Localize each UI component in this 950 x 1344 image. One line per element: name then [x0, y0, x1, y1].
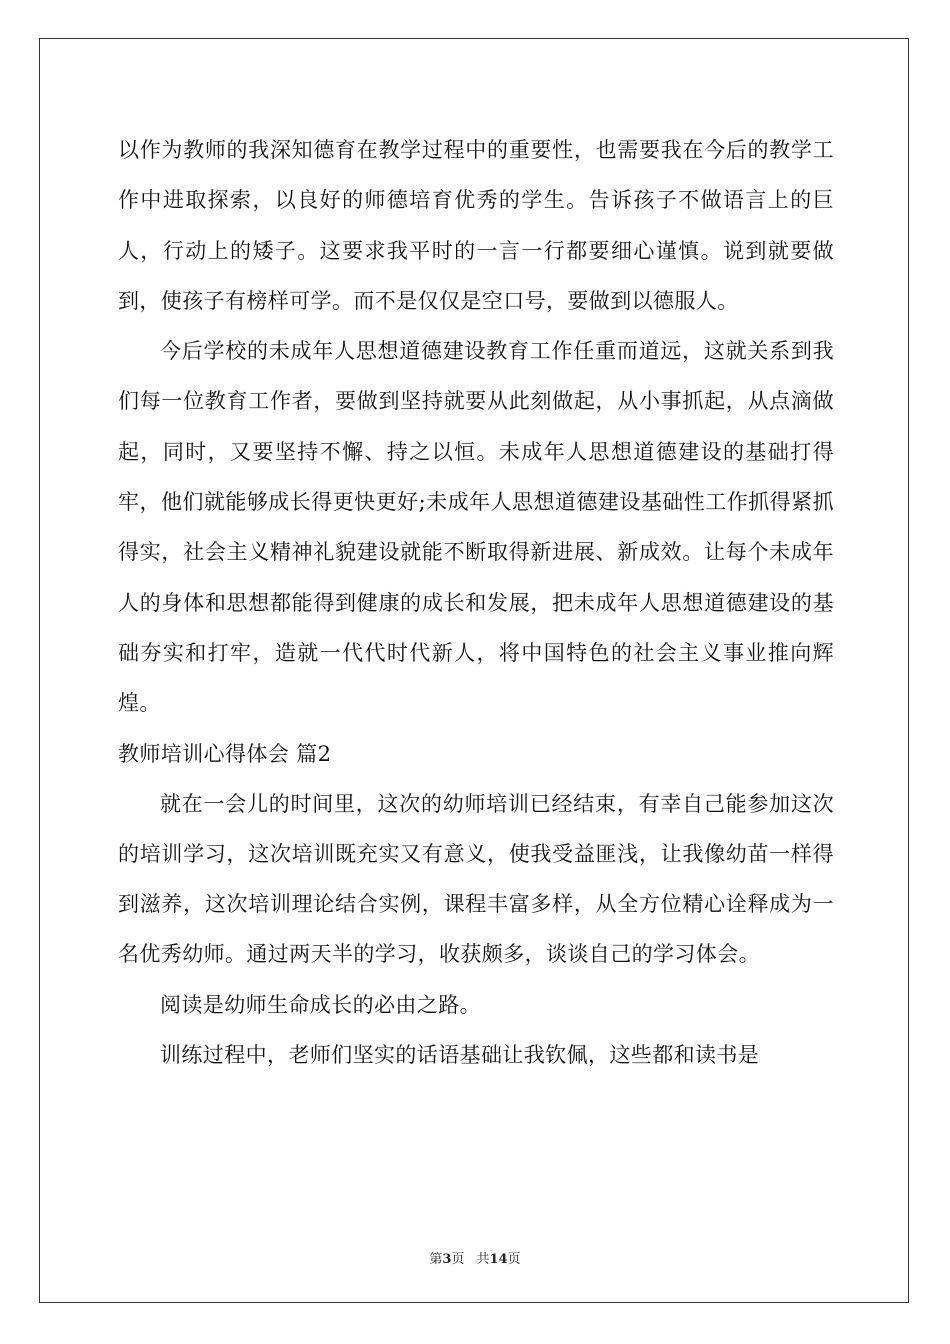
paragraph-3: 就在一会儿的时间里，这次的幼师培训已经结束，有幸自己能参加这次的培训学习，这次培训既充实又有意义，使我受益匪浅，让我像幼苗一样得到滋养，这次培训理论结合实例，课程丰富多样，从全方位精心诠释成为一名优秀幼师。通过两天半的学习，收获颇多，谈谈自己的学习体会。: [118, 791, 834, 967]
total-suffix: 页: [507, 1252, 521, 1267]
page-prefix: 第: [429, 1252, 443, 1267]
document-body: [118, 125, 834, 1080]
paragraph-2: 今后学校的未成年人思想道德建设教育工作任重而道远，这就关系到我们每一位教育工作者，要做到坚持就要从此刻做起，从小事抓起，从点滴做起，同时，又要坚持不懈、持之以恒。未成年人思想道德建设的基础打得牢，他们就能够成长得更快更好;未成年人思想道德建设基础性工作抓得紧抓得实，社会主义精神礼貌建设就能不断取得新进展、新成效。让每个未成年人的身体和思想都能得到健康的成长和发展，把未成年人思想道德建设的基础夯实和打牢，造就一代代时代新人，将中国特色的社会主义事业推向辉煌。: [118, 339, 834, 716]
page-number: 3: [442, 1252, 452, 1267]
paragraph-4: 阅读是幼师生命成长的必由之路。: [160, 992, 481, 1017]
page-footer: [0, 1248, 950, 1267]
paragraph-5: 训练过程中，老师们坚实的话语基础让我钦佩，这些都和读书是: [160, 1043, 760, 1068]
page-suffix: 页: [451, 1252, 465, 1267]
paragraph-1: 以作为教师的我深知德育在教学过程中的重要性，也需要我在今后的教学工作中进取探索，以良好的师德培育优秀的学生。告诉孩子不做语言上的巨人，行动上的矮子。这要求我平时的一言一行都要细心谨慎。说到就要做到，使孩子有榜样可学。而不是仅仅是空口号，要做到以德服人。: [118, 138, 834, 313]
total-prefix: 共: [476, 1252, 490, 1267]
section-heading: 教师培训心得体会 篇2: [118, 741, 332, 766]
total-pages: 14: [489, 1252, 508, 1267]
